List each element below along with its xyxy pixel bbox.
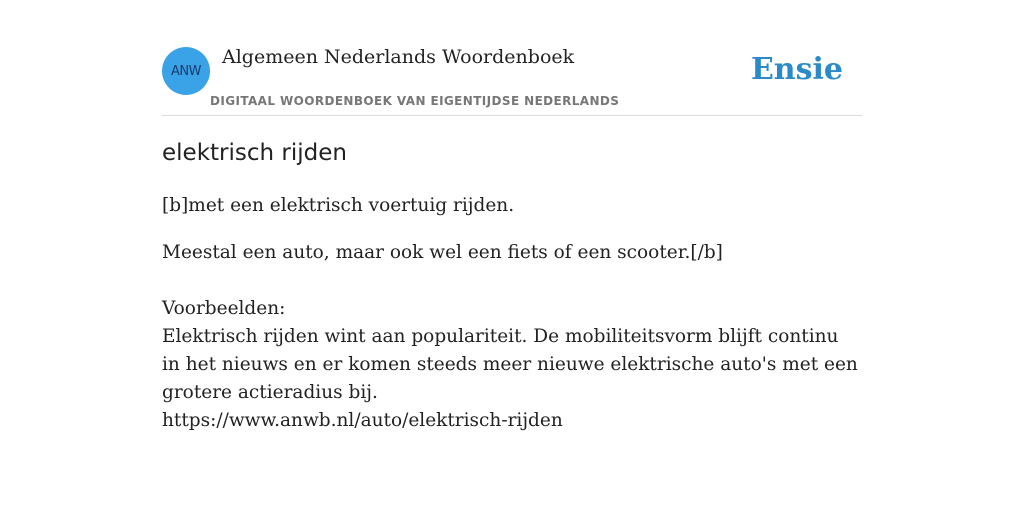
ensie-brand-logo[interactable]: Ensie	[750, 52, 843, 87]
site-title[interactable]: Algemeen Nederlands Woordenboek	[222, 46, 575, 68]
examples-section	[162, 295, 862, 435]
logo-text: ANW	[171, 63, 201, 79]
entry-title: elektrisch rijden	[162, 140, 347, 166]
definition-line-2: Meestal een auto, maar ook wel een fiets of een scooter.[/b]	[162, 242, 723, 263]
site-subtitle: DIGITAAL WOORDENBOEK VAN EIGENTIJDSE NEDERLANDS	[210, 94, 620, 108]
content-container	[162, 0, 862, 431]
definition-line-1: [b]met een elektrisch voertuig rijden.	[162, 195, 515, 216]
site-header	[162, 0, 862, 116]
source-url: https://www.anwb.nl/auto/elektrisch-rijden	[162, 410, 563, 431]
examples-label: Voorbeelden:	[162, 298, 286, 319]
example-text: Elektrisch rijden wint aan populariteit. De mobiliteitsvorm blijft continu in het nieuws en er komen steeds meer nieuwe elektrische auto's met een grotere actieradius bij.	[162, 326, 858, 403]
anw-logo[interactable]	[162, 47, 210, 95]
